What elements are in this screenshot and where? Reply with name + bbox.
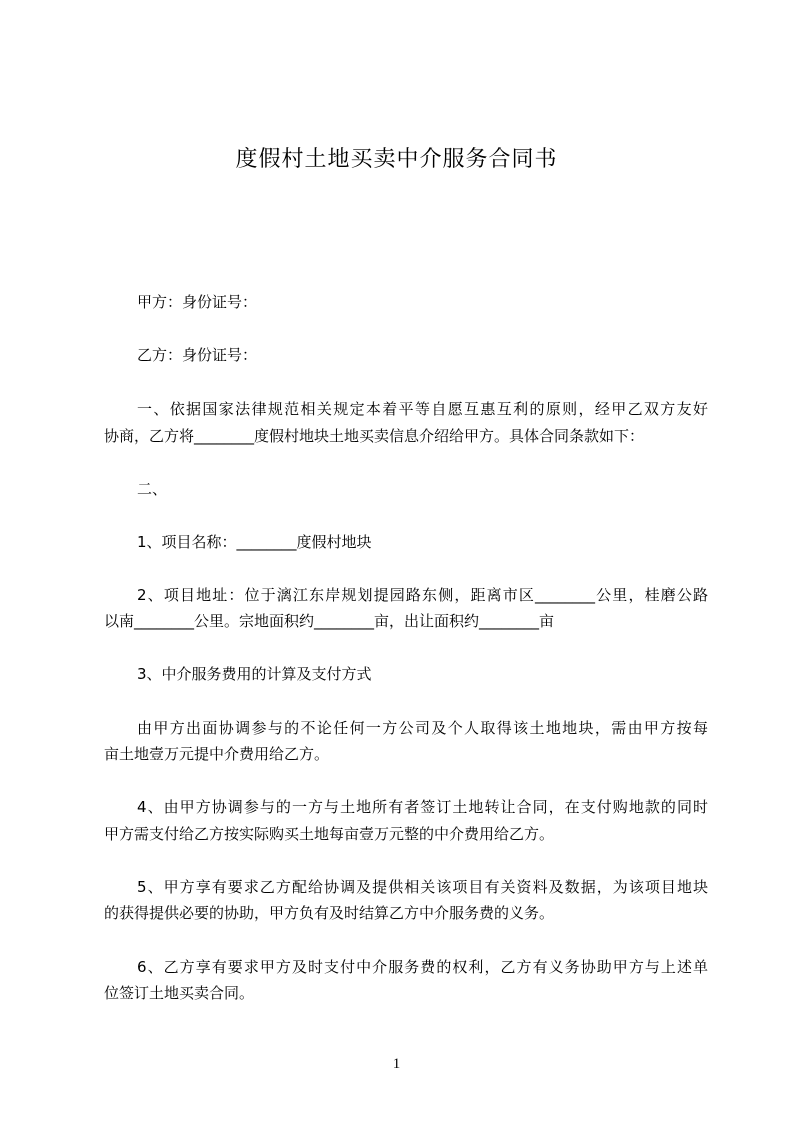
document-title: 度假村土地买卖中介服务合同书 — [235, 147, 558, 172]
item2-line2: 以南________公里。宗地面积约________亩，出让面积约________亩 — [104, 612, 555, 630]
party-b-line: 乙方：身份证号： — [137, 346, 258, 364]
item3-heading: 3、中介服务费用的计算及支付方式 — [137, 665, 372, 683]
item1-project-name: 1、项目名称：________度假村地块 — [137, 533, 372, 551]
item3-body-line1: 由甲方出面协调参与的不论任何一方公司及个人取得该土地地块，需由甲方按每 — [137, 719, 708, 737]
clause1-line2: 协商，乙方将________度假村地块土地买卖信息介绍给甲方。具体合同条款如下： — [104, 427, 645, 445]
party-a-line: 甲方：身份证号： — [137, 293, 258, 311]
page-number: 1 — [392, 1056, 401, 1072]
clause2-heading: 二、 — [137, 480, 168, 498]
item5-line2: 的获得提供必要的协助，甲方负有及时结算乙方中介服务费的义务。 — [104, 904, 555, 922]
item4-line2: 甲方需支付给乙方按实际购买土地每亩壹万元整的中介费用给乙方。 — [104, 825, 555, 843]
item3-body-line2: 亩土地壹万元提中介费用给乙方。 — [104, 745, 330, 763]
item4-line1: 4、由甲方协调参与的一方与土地所有者签订土地转让合同，在支付购地款的同时 — [137, 798, 708, 816]
clause1-line1: 一、依据国家法律规范相关规定本着平等自愿互惠互利的原则，经甲乙双方友好 — [137, 400, 708, 418]
item6-line1: 6、乙方享有要求甲方及时支付中介服务费的权利，乙方有义务协助甲方与上述单 — [137, 958, 708, 976]
item2-line1: 2、项目地址：位于漓江东岸规划提园路东侧，距离市区________公里，桂磨公路 — [137, 586, 708, 604]
item5-line1: 5、甲方享有要求乙方配给协调及提供相关该项目有关资料及数据，为该项目地块 — [137, 878, 708, 896]
item6-line2: 位签订土地买卖合同。 — [104, 984, 255, 1002]
